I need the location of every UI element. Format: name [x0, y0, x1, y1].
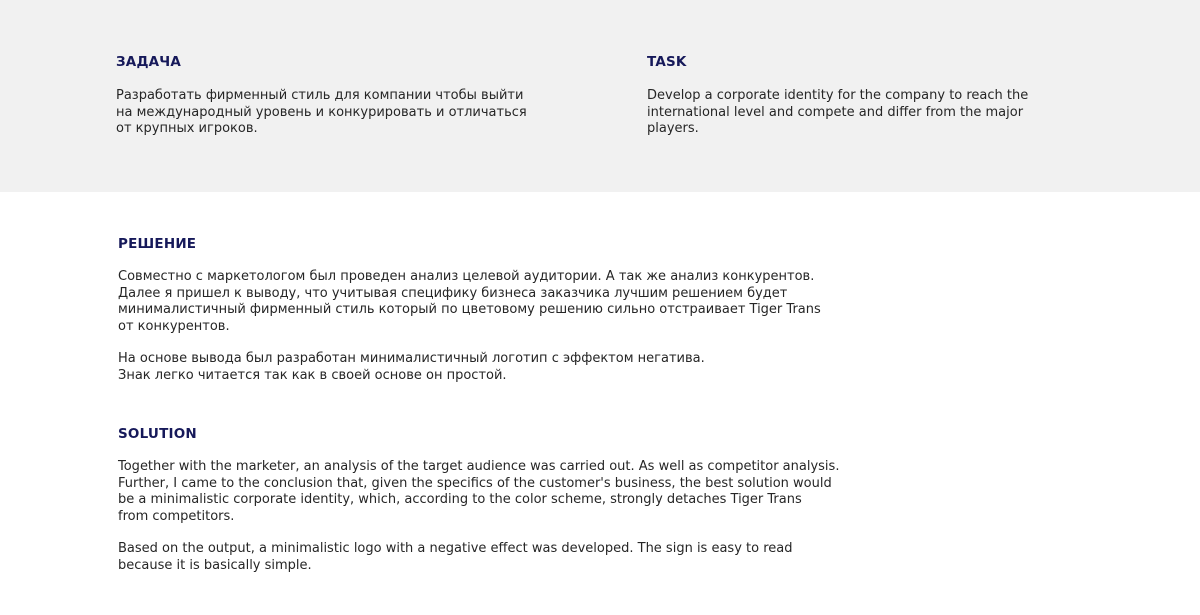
solution-section-en [118, 426, 908, 574]
task-heading-ru: ЗАДАЧА [116, 54, 182, 70]
solution-paragraph-2-en: Based on the output, a minimalistic logo with a negative effect was developed. The sign is easy to read because it is basically simple. [118, 541, 793, 573]
solution-paragraph-2-ru: На основе вывода был разработан минималистичный логотип с эффектом негатива. Знак легко читается так как в своей основе он простой. [118, 351, 705, 383]
solution-heading-ru: РЕШЕНИЕ [118, 236, 197, 252]
task-column-ru [116, 54, 586, 138]
task-text-ru: Разработать фирменный стиль для компании чтобы выйти на международный уровень и конкурировать и отличаться от крупных игроков. [116, 88, 527, 136]
solution-heading-en: SOLUTION [118, 426, 197, 442]
task-text-en: Develop a corporate identity for the company to reach the international level and compete and differ from the major players. [647, 88, 1029, 136]
task-heading-en: TASK [647, 54, 687, 70]
solution-paragraph-1-ru: Совместно с маркетологом был проведен анализ целевой аудитории. А так же анализ конкурентов. Далее я пришел к выводу, что учитывая специфику бизнеса заказчика лучшим решением будет минималистичный фирменный стиль который по цветовому решению сильно отстраивает Tiger Trans от конкурентов. [118, 269, 821, 334]
task-column-en [647, 54, 1117, 138]
solution-paragraph-1-en: Together with the marketer, an analysis of the target audience was carried out. As well as competitor analysis. Further, I came to the conclusion that, given the specifics of the customer's business, the best solution would be a minimalistic corporate identity, which, according to the color scheme, strongly detaches Tiger Trans from competitors. [118, 459, 840, 524]
solution-section-ru [118, 236, 908, 384]
